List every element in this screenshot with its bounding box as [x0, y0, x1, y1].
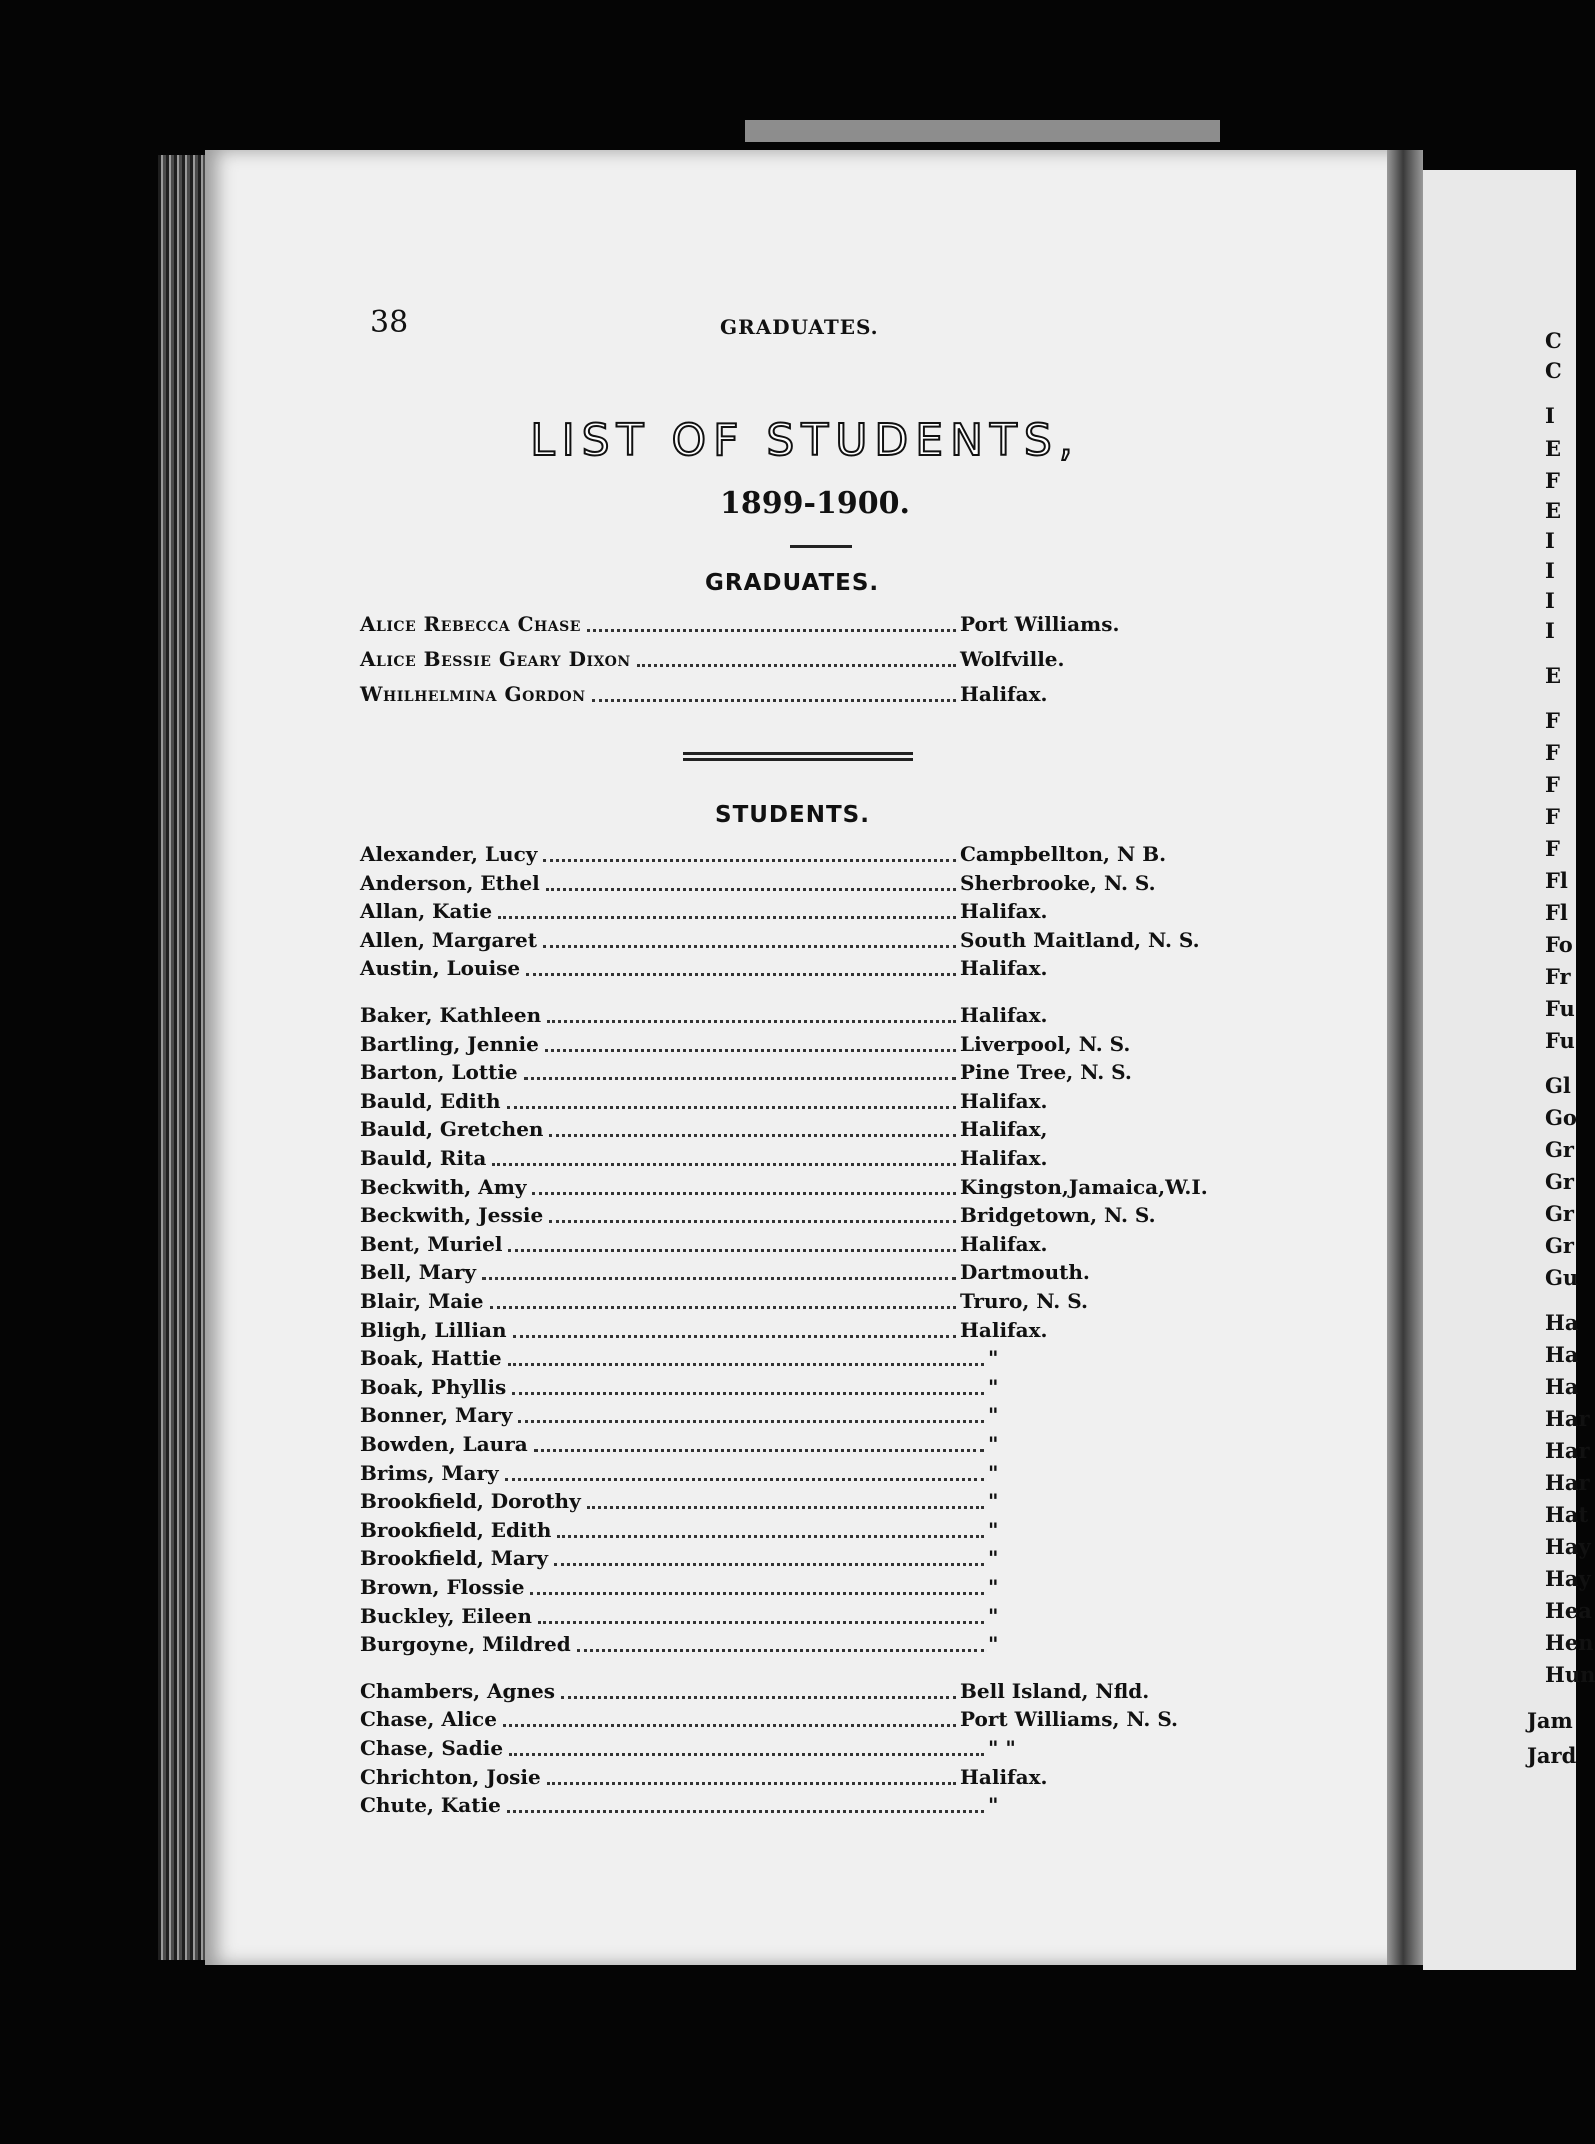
entry-place: Bridgetown, N. S. — [960, 1203, 1156, 1228]
student-entry — [360, 1232, 1240, 1260]
entry-place: " — [988, 1460, 999, 1485]
entry-name: Boak, Phyllis — [360, 1374, 507, 1399]
entry-name: Alice Bessie Geary Dixon — [360, 647, 631, 671]
facing-page-fragment: Hat — [1545, 1502, 1589, 1527]
facing-page-fragment: E — [1545, 498, 1562, 523]
book-gutter — [1387, 150, 1423, 1965]
student-entry — [360, 956, 1240, 984]
entry-place: " — [988, 1346, 999, 1371]
facing-page-fragment: F — [1545, 468, 1560, 493]
entry-name: Barton, Lottie — [360, 1060, 518, 1085]
page-tab-shadow — [745, 120, 1220, 142]
student-entry — [360, 1518, 1240, 1546]
facing-page-fragment: I — [1545, 403, 1555, 428]
double-rule — [683, 752, 913, 761]
entry-place: Pine Tree, N. S. — [960, 1060, 1132, 1085]
entry-place: " — [988, 1374, 999, 1399]
entry-place: " — [988, 1575, 999, 1599]
entry-name: Burgoyne, Mildred — [360, 1632, 571, 1657]
student-entry — [360, 1403, 1240, 1431]
entry-place: Halifax. — [960, 956, 1048, 981]
leader-dots — [587, 1506, 984, 1509]
entry-name: Chase, Alice — [360, 1707, 497, 1732]
student-entry — [360, 1461, 1240, 1489]
entry-place: " — [988, 1793, 999, 1818]
leader-dots — [545, 1049, 956, 1052]
student-entry — [360, 1003, 1240, 1031]
students-heading: STUDENTS. — [715, 802, 870, 828]
facing-page-fragment: Har — [1545, 1470, 1590, 1495]
leader-dots — [549, 1220, 956, 1223]
facing-page-fragment: Fr — [1545, 964, 1571, 989]
facing-page-fragment: E — [1545, 436, 1562, 461]
entry-place: " — [988, 1603, 999, 1628]
entry-place: Halifax. — [960, 899, 1048, 924]
entry-place: " — [988, 1403, 999, 1428]
leader-dots — [637, 664, 956, 667]
facing-page-fragment: Fu — [1545, 996, 1575, 1021]
facing-page-fragment: Fl — [1545, 900, 1568, 925]
entry-name: Chambers, Agnes — [360, 1678, 556, 1703]
entry-name: Brookfield, Edith — [360, 1517, 552, 1542]
facing-page-fragment: Ha — [1545, 1342, 1579, 1367]
entry-place: Truro, N. S. — [960, 1289, 1088, 1313]
facing-page-fragment: Ha — [1545, 1310, 1579, 1335]
entry-place: Halifax. — [960, 682, 1048, 706]
entry-place: Dartmouth. — [960, 1260, 1090, 1285]
leader-dots — [503, 1724, 956, 1727]
leader-dots — [507, 1810, 984, 1813]
leader-dots — [507, 1106, 956, 1109]
entry-name: Bauld, Gretchen — [360, 1117, 544, 1142]
entry-place: Wolfville. — [960, 647, 1065, 671]
entry-place: Halifax. — [960, 1146, 1048, 1170]
facing-page — [1423, 170, 1595, 1970]
leader-dots — [526, 973, 956, 976]
entry-name: Bell, Mary — [360, 1260, 477, 1285]
student-entry — [360, 1432, 1240, 1460]
facing-page-fragment: Jard — [1527, 1743, 1577, 1768]
facing-page-fragment: I — [1545, 588, 1555, 613]
leader-dots — [543, 859, 956, 862]
leader-dots — [513, 1335, 956, 1338]
entry-place: " " — [988, 1736, 1016, 1760]
entry-name: Bligh, Lillian — [360, 1317, 507, 1342]
leader-dots — [498, 916, 956, 919]
student-entry — [360, 1175, 1240, 1203]
entry-name: Beckwith, Amy — [360, 1174, 527, 1199]
leader-dots — [543, 945, 956, 948]
facing-page-fragment: Gr — [1545, 1201, 1574, 1226]
leader-dots — [554, 1563, 984, 1566]
leader-dots — [512, 1392, 984, 1395]
leader-dots — [547, 1020, 956, 1023]
leader-dots — [549, 1134, 956, 1137]
entry-name: Alice Rebecca Chase — [360, 612, 581, 636]
entry-name: Anderson, Ethel — [360, 870, 540, 895]
leader-dots — [592, 699, 956, 702]
entry-name: Blair, Maie — [360, 1289, 484, 1313]
entry-name: Chrichton, Josie — [360, 1764, 541, 1789]
facing-page-fragment: Har — [1545, 1438, 1590, 1463]
student-entry — [360, 1260, 1240, 1288]
facing-page-fragment: Hun — [1545, 1662, 1595, 1687]
entry-place: Campbellton, N B. — [960, 842, 1167, 866]
student-entry — [360, 1146, 1240, 1174]
entry-name: Bonner, Mary — [360, 1403, 513, 1428]
leader-dots — [482, 1277, 956, 1280]
leader-dots — [518, 1420, 984, 1423]
entry-name: Brookfield, Dorothy — [360, 1489, 581, 1514]
entry-place: Port Williams, N. S. — [960, 1707, 1179, 1732]
entry-place: Sherbrooke, N. S. — [960, 870, 1156, 895]
entry-place: Bell Island, Nfld. — [960, 1678, 1150, 1703]
student-entry — [360, 1203, 1240, 1231]
entry-name: Brookfield, Mary — [360, 1546, 549, 1571]
student-entry — [360, 1089, 1240, 1117]
student-entry — [360, 1346, 1240, 1374]
running-head: GRADUATES. — [720, 315, 879, 339]
student-entry — [360, 928, 1240, 956]
student-entry — [360, 1575, 1240, 1603]
leader-dots — [587, 629, 956, 632]
leader-dots — [546, 888, 956, 891]
leader-dots — [577, 1649, 984, 1652]
entry-name: Bartling, Jennie — [360, 1031, 539, 1056]
facing-page-fragment: C — [1545, 358, 1562, 383]
facing-page-fragment: F — [1545, 740, 1560, 765]
student-entry — [360, 1289, 1240, 1317]
leader-dots — [547, 1782, 956, 1785]
entry-place: Halifax. — [960, 1003, 1048, 1027]
facing-page-fragment: F — [1545, 836, 1560, 861]
student-entry — [360, 871, 1240, 899]
entry-place: " — [988, 1517, 999, 1542]
entry-name: Bauld, Rita — [360, 1146, 487, 1170]
entry-place: " — [988, 1632, 999, 1657]
academic-year: 1899-1900. — [720, 486, 910, 521]
student-entry — [360, 1060, 1240, 1088]
leader-dots — [557, 1535, 984, 1538]
leader-dots — [509, 1753, 984, 1756]
entry-name: Buckley, Eileen — [360, 1603, 532, 1628]
entry-name: Beckwith, Jessie — [360, 1203, 544, 1228]
facing-page-fragment: Fl — [1545, 868, 1568, 893]
entry-name: Whilhelmina Gordon — [360, 682, 586, 706]
facing-page-fragment: Gr — [1545, 1233, 1574, 1258]
facing-page-fragment: Fu — [1545, 1028, 1575, 1053]
leader-dots — [532, 1192, 956, 1195]
facing-page-fragment: Hay — [1545, 1566, 1591, 1591]
student-entry — [360, 1318, 1240, 1346]
entry-place: Halifax. — [960, 1088, 1048, 1113]
facing-page-fragment: Gl — [1545, 1073, 1571, 1098]
student-entry — [360, 1765, 1240, 1793]
page-title: LIST OF STUDENTS, — [530, 415, 1080, 466]
entry-place: South Maitland, N. S. — [960, 927, 1200, 952]
leader-dots — [530, 1592, 984, 1595]
leader-dots — [538, 1621, 984, 1624]
facing-page-fragment: F — [1545, 708, 1560, 733]
facing-page-fragment: Go — [1545, 1105, 1577, 1130]
graduates-heading: GRADUATES. — [705, 570, 880, 596]
student-entry — [360, 1707, 1240, 1735]
entry-place: " — [988, 1432, 999, 1456]
facing-page-fragment: I — [1545, 528, 1555, 553]
student-entry — [360, 1375, 1240, 1403]
leader-dots — [508, 1363, 984, 1366]
student-entry — [360, 1793, 1240, 1821]
facing-page-fragment: Jam — [1527, 1708, 1573, 1733]
student-entry — [360, 1489, 1240, 1517]
facing-page-fragment: I — [1545, 618, 1555, 643]
entry-place: " — [988, 1546, 999, 1571]
student-entry — [360, 842, 1240, 870]
entry-name: Allen, Margaret — [360, 927, 537, 952]
student-entry — [360, 1117, 1240, 1145]
facing-page-fragment: Hen — [1545, 1630, 1594, 1655]
entry-name: Alexander, Lucy — [360, 842, 538, 866]
entry-place: Halifax. — [960, 1231, 1048, 1256]
leader-dots — [561, 1696, 956, 1699]
entry-place: Halifax. — [960, 1317, 1048, 1342]
entry-name: Baker, Kathleen — [360, 1003, 542, 1027]
facing-page-fragment: E — [1545, 663, 1562, 688]
leader-dots — [524, 1077, 956, 1080]
facing-page-fragment: Gr — [1545, 1137, 1574, 1162]
facing-page-fragment: Hea — [1545, 1598, 1592, 1623]
entry-name: Boak, Hattie — [360, 1346, 502, 1371]
leader-dots — [505, 1478, 984, 1481]
entry-name: Allan, Katie — [360, 899, 493, 924]
student-entry — [360, 1679, 1240, 1707]
entry-place: Halifax, — [960, 1117, 1048, 1142]
leader-dots — [490, 1306, 957, 1309]
student-entry — [360, 899, 1240, 927]
entry-place: Kingston,Jamaica,W.I. — [960, 1174, 1208, 1199]
page-number: 38 — [370, 305, 409, 340]
leader-dots — [508, 1249, 956, 1252]
entry-name: Brims, Mary — [360, 1460, 499, 1485]
entry-place: " — [988, 1489, 999, 1514]
facing-page-fragment: F — [1545, 772, 1560, 797]
facing-page-fragment: I — [1545, 558, 1555, 583]
student-entry — [360, 1632, 1240, 1660]
short-rule — [790, 545, 852, 548]
entry-name: Chase, Sadie — [360, 1736, 504, 1760]
facing-page-fragment: Gu — [1545, 1265, 1579, 1290]
student-entry — [360, 1604, 1240, 1632]
entry-name: Brown, Flossie — [360, 1575, 525, 1599]
leader-dots — [534, 1449, 984, 1452]
facing-page-fragment: Fo — [1545, 932, 1573, 957]
student-entry — [360, 1546, 1240, 1574]
facing-page-fragment: F — [1545, 804, 1560, 829]
leader-dots — [492, 1163, 956, 1166]
facing-page-fragment: Hay — [1545, 1534, 1591, 1559]
student-entry — [360, 1032, 1240, 1060]
entry-name: Chute, Katie — [360, 1793, 501, 1818]
entry-place: Port Williams. — [960, 612, 1120, 636]
entry-name: Bent, Muriel — [360, 1231, 503, 1256]
facing-page-fragment: Ha — [1545, 1374, 1579, 1399]
graduate-entry — [360, 612, 1240, 640]
facing-page-fragment: Gr — [1545, 1169, 1574, 1194]
entry-place: Liverpool, N. S. — [960, 1031, 1131, 1056]
entry-name: Austin, Louise — [360, 956, 521, 981]
graduate-entry — [360, 682, 1240, 710]
entry-name: Bauld, Edith — [360, 1088, 501, 1113]
facing-page-fragment: Har — [1545, 1406, 1590, 1431]
facing-page-fragment: C — [1545, 328, 1562, 353]
entry-place: Halifax. — [960, 1764, 1048, 1789]
student-entry — [360, 1736, 1240, 1764]
graduate-entry — [360, 647, 1240, 675]
book-page-edges — [158, 155, 208, 1960]
entry-name: Bowden, Laura — [360, 1432, 528, 1456]
